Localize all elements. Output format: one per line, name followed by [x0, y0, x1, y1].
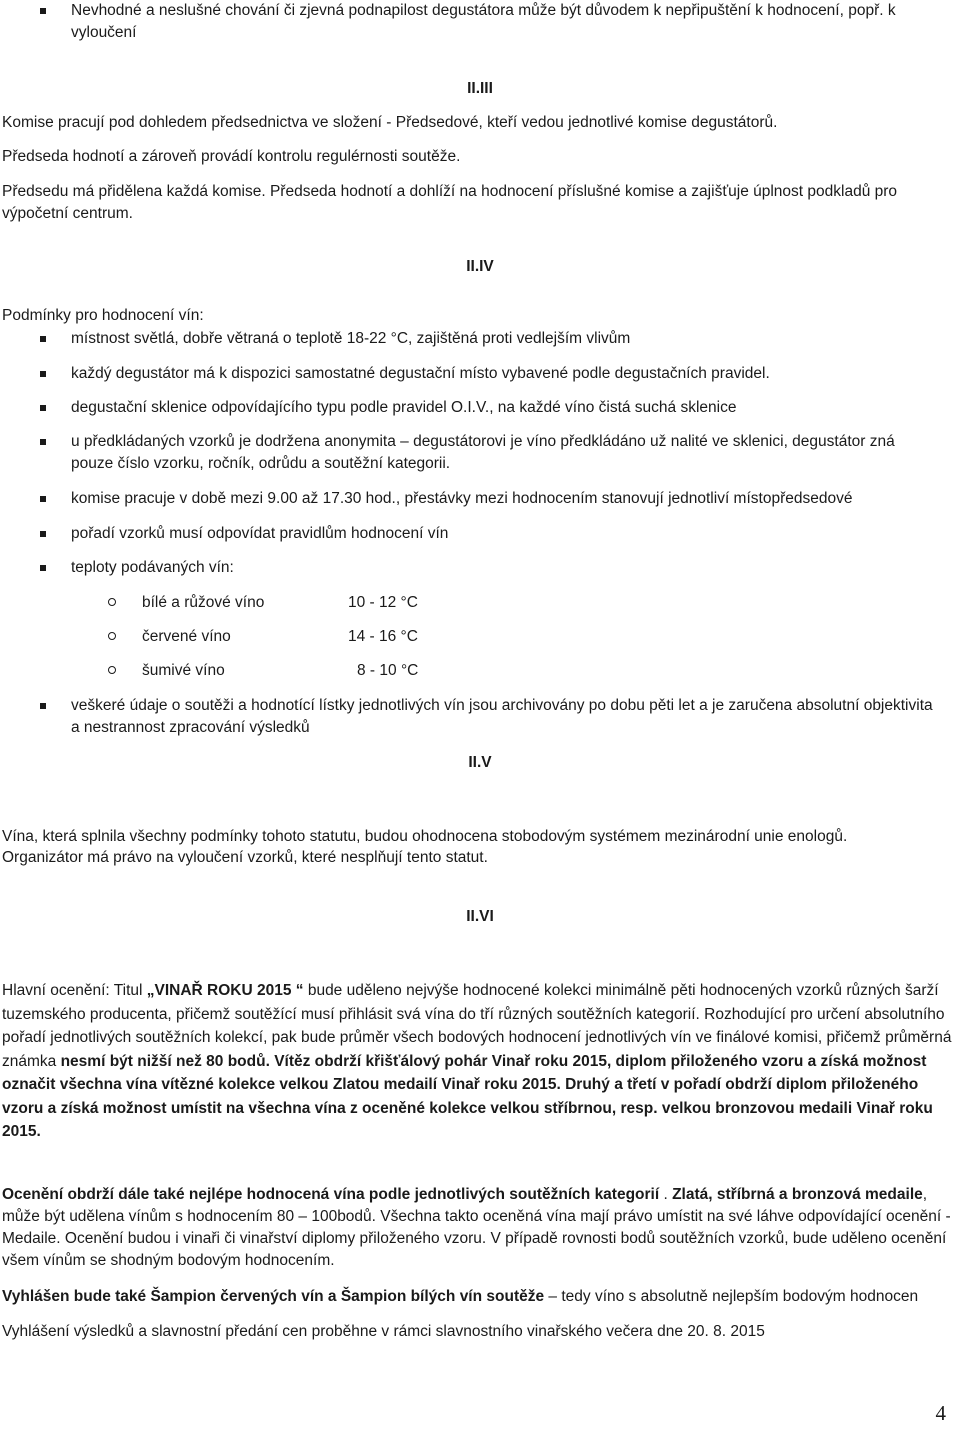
bullet-square-icon — [40, 8, 46, 14]
wine-type: šumivé víno — [142, 662, 225, 679]
text-run: , může být udělena vínům s hodnocením 80 – 100bodů. Všechna takto oceněná vína mají právo umístit na své láhve odpovídající ocenění - Medaile. Ocenění budou i vinaři či vinařství diplomy přiloženého vzoru. V případě rovnosti bodů soutěžních vzorků, bude uděleno ocenění všem vínům se shodným bodovým hodnocením. — [2, 1186, 951, 1269]
bullet-square-icon — [40, 703, 46, 709]
bullet-square-icon — [40, 531, 46, 537]
text-run: Zlatá, stříbrná a bronzová medaile — [672, 1186, 923, 1203]
list-item-text: teploty podávaných vín: — [71, 559, 234, 576]
paragraph: Vína, která splnila všechny podmínky tohoto statutu, budou ohodnocena stobodovým systémem mezinárodní unie enologů. — [2, 828, 848, 845]
award-title: „VINAŘ ROKU 2015 “ — [146, 982, 304, 999]
list-item-text: Nevhodné a neslušné chování či zjevná podnapilost degustátora může být důvodem k nepřipuštění k hodnocení, popř. k vyloučení — [71, 2, 896, 41]
list-item-text: u předkládaných vzorků je dodržena anonymita – degustátorovi je víno předkládáno už nalité ve sklenici, degustátor zná pouze číslo vzorku, ročník, odrůdu a soutěžní kategorii. — [71, 433, 895, 472]
list-item-text: místnost světlá, dobře větraná o teplotě 18-22 °C, zajištěná proti vedlejším vlivům — [71, 330, 631, 347]
main-award-paragraph — [2, 979, 952, 1144]
bullet-square-icon — [40, 336, 46, 342]
wine-type: červené víno — [142, 628, 231, 645]
wine-type: bílé a růžové víno — [142, 594, 265, 611]
list-item-text: pořadí vzorků musí odpovídat pravidlům hodnocení vín — [71, 525, 449, 542]
circle-bullet-icon — [108, 598, 116, 606]
text-run: – tedy víno s absolutně nejlepším bodovým hodnocen — [544, 1288, 919, 1305]
category-awards-paragraph — [2, 1184, 952, 1272]
bullet-square-icon — [40, 405, 46, 411]
announcement-paragraph: Vyhlášení výsledků a slavnostní předání cen proběhne v rámci slavnostního vinařského večera dne 20. 8. 2015 — [2, 1323, 765, 1340]
bullet-square-icon — [40, 371, 46, 377]
section-heading-2-5: II.V — [468, 754, 492, 771]
paragraph: Předseda hodnotí a zároveň provádí kontrolu regulérnosti soutěže. — [2, 148, 461, 165]
bullet-square-icon — [40, 496, 46, 502]
paragraph: Komise pracují pod dohledem předsednictva ve složení - Předsedové, kteří vedou jednotlivé komise degustátorů. — [2, 114, 778, 131]
list-item-text: každý degustátor má k dispozici samostatné degustační místo vybavené podle degustačních pravidel. — [71, 365, 770, 382]
paragraph: Organizátor má právo na vyloučení vzorků, které nesplňují tento statut. — [2, 849, 488, 866]
text-run: Ocenění obdrží dále také nejlépe hodnocená vína podle jednotlivých soutěžních kategorií — [2, 1186, 660, 1203]
bullet-square-icon — [40, 439, 46, 445]
temperature-row — [108, 592, 448, 614]
text-run: Vyhlášen bude také Šampion červených vín a Šampion bílých vín soutěže — [2, 1288, 545, 1305]
circle-bullet-icon — [108, 666, 116, 674]
award-terms: nesmí být nižší než 80 bodů. Vítěz obdrží křišťálový pohár Vinař roku 2015, diplom přiloženého vzoru a získá možnost označit všechna vína vítězné kolekce velkou Zlatou medailí Vinař roku 2015. Druhý a třetí v pořadí obdrží diplom přiloženého vzoru a získá možnost umístit na všechna vína z oceněné kolekce velkou stříbrnou, resp. velkou bronzovou medaili Vinař roku 2015. — [2, 1052, 933, 1140]
text-run: Hlavní ocenění: Titul — [2, 982, 147, 999]
champion-paragraph — [2, 1286, 960, 1308]
temperature-row — [108, 660, 448, 682]
page-number: 4 — [935, 1401, 946, 1425]
paragraph: Předsedu má přidělena každá komise. Předseda hodnotí a dohlíží na hodnocení příslušné komise a zajišťuje úplnost podkladů pro výpočetní centrum. — [2, 183, 898, 222]
temperature-range: 14 - 16 °C — [348, 628, 418, 645]
text-run: bude uděleno nejvýše hodnocené kolekci minimálně pěti hodnocených vzorků různých šarží tuzemského producenta, přičemž soutěžící musí přihlásit svá vína do tří různých soutěžních kategorií. Rozhodující pro určení absolutního pořadí jednotlivých soutěžních kolekcí, pak bude průměr všech bodových hodnocení jednotlivých vín ve finálové komisi, přičemž průměrná známka — [2, 982, 952, 1070]
temperature-range: 8 - 10 °C — [357, 662, 419, 679]
section-heading-2-6: II.VI — [466, 908, 494, 925]
list-item-text: veškeré údaje o soutěži a hodnotící lístky jednotlivých vín jsou archivovány po dobu pěti let a je zaručena absolutní objektivita a nestrannost zpracování výsledků — [71, 697, 933, 736]
text-run: . — [659, 1186, 673, 1203]
bullet-square-icon — [40, 565, 46, 571]
circle-bullet-icon — [108, 632, 116, 640]
section-heading-2-4: II.IV — [466, 258, 494, 275]
list-item-text: degustační sklenice odpovídajícího typu podle pravidel O.I.V., na každé víno čistá suchá sklenice — [71, 399, 737, 416]
section-heading-2-3: II.III — [467, 80, 493, 97]
conditions-intro: Podmínky pro hodnocení vín: — [2, 307, 204, 324]
temperature-range: 10 - 12 °C — [348, 594, 418, 611]
temperature-row — [108, 626, 448, 648]
list-item-text: komise pracuje v době mezi 9.00 až 17.30 hod., přestávky mezi hodnocením stanovují jednotliví místopředsedové — [71, 490, 853, 507]
